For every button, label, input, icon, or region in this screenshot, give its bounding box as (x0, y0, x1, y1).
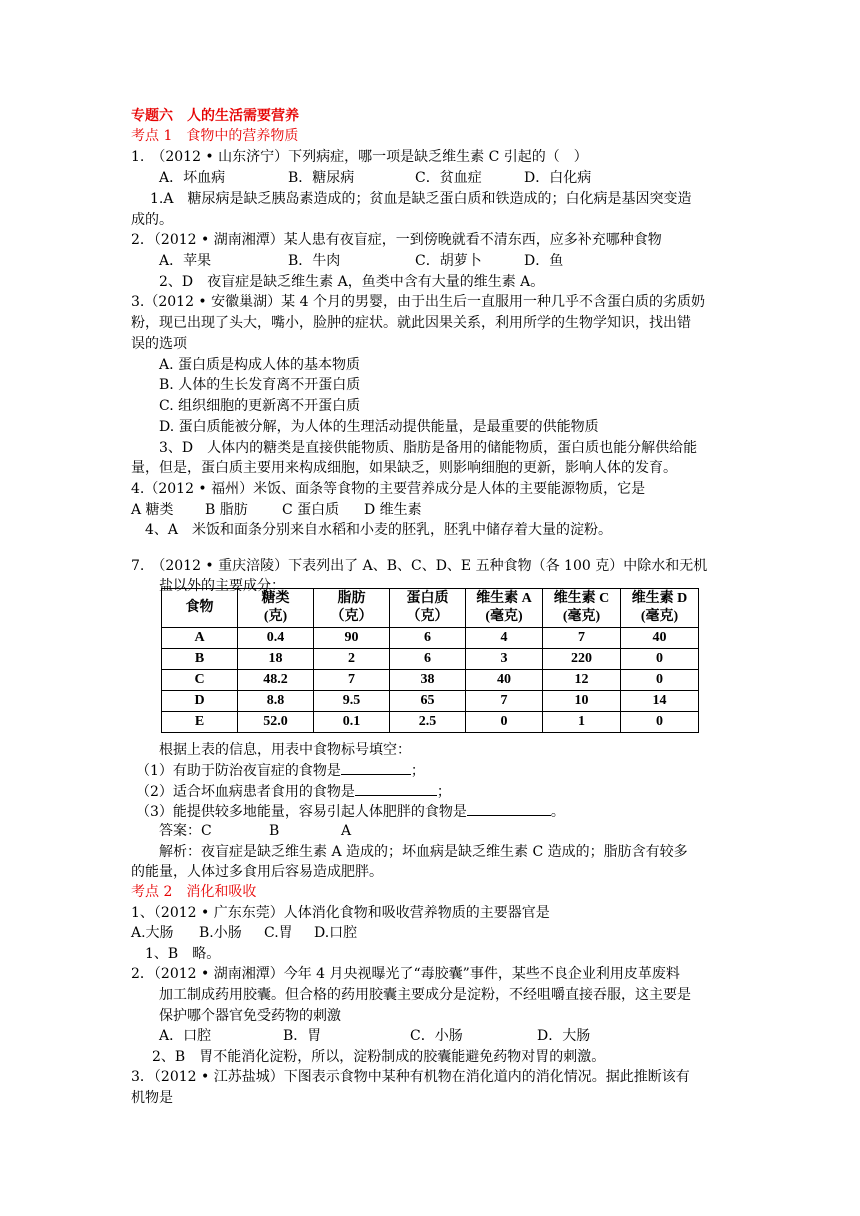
k2q2-stem-line2: 加工制成药用胶囊。但合格的药用胶囊主要成分是淀粉，不经咀嚼直接吞服，这主要是 (159, 987, 691, 1003)
q1-answer-line2: 成的。 (131, 212, 173, 228)
q7-sub2-text: （2）适合坏血病患者食用的食物是 (136, 784, 355, 800)
table-cell: 12 (543, 670, 621, 691)
q7-sub3-period: 。 (550, 804, 565, 820)
q3-option-c: C. 组织细胞的更新离不开蛋白质 (159, 398, 361, 414)
q3-stem-line2: 粉，现已出现了头大，嘴小，脸肿的症状。就此因果关系，利用所学的生物学知识，找出错 (131, 315, 691, 331)
q1-option-a: A．坏血病 (159, 170, 226, 186)
k2q3-stem-line1: 3．（2012 • 江苏盐城）下图表示食物中某种有机物在消化道内的消化情况。据此推断该有 (131, 1069, 690, 1085)
table-cell: C (162, 670, 238, 691)
q1-option-c: C．贫血症 (415, 170, 482, 186)
table-cell: 38 (390, 670, 466, 691)
table-cell: 65 (390, 691, 466, 712)
table-cell: A (162, 628, 238, 649)
table-cell: 6 (390, 628, 466, 649)
header-vitamin-a: 维生素 A (毫克) (466, 589, 543, 628)
table-cell: 3 (466, 649, 543, 670)
table-cell: 4 (466, 628, 543, 649)
table-cell: 90 (314, 628, 390, 649)
q7-sub1 (136, 760, 425, 781)
header-protein: 蛋白质 （克） (390, 589, 466, 628)
table-cell: 0 (621, 712, 699, 733)
q7-intro: 根据上表的信息，用表中食物标号填空： (159, 742, 411, 758)
table-cell: 7 (314, 670, 390, 691)
k2q1-option-a: A.大肠 (131, 925, 174, 941)
q4-option-d: D 维生素 (364, 502, 422, 518)
header-fat: 脂肪 （克） (314, 589, 390, 628)
q4-option-a: A 糖类 (131, 502, 174, 518)
q1-option-b: B．糖尿病 (288, 170, 355, 186)
q1-options (159, 168, 591, 188)
k2q2-options (159, 1026, 590, 1046)
q7-sub3-text: （3）能提供较多地能量，容易引起人体肥胖的食物是 (136, 804, 467, 820)
table-cell: 9.5 (314, 691, 390, 712)
table-cell: 40 (466, 670, 543, 691)
q7-explanation-line2: 的能量，人体过多食用后容易造成肥胖。 (131, 864, 383, 880)
table-cell: 0 (621, 649, 699, 670)
q4-option-b: B 脂肪 (205, 502, 248, 518)
table-cell: 40 (621, 628, 699, 649)
q3-stem-line3: 误的选项 (131, 336, 187, 352)
header-food: 食物 (162, 589, 238, 628)
table-cell: 220 (543, 649, 621, 670)
q3-answer-line1: 3、D 人体内的糖类是直接供能物质、脂肪是备用的储能物质，蛋白质也能分解供给能 (159, 440, 698, 456)
k2q2-option-c: C．小肠 (410, 1028, 463, 1044)
table-cell: 2 (314, 649, 390, 670)
table-cell: 14 (621, 691, 699, 712)
q7-sub3 (136, 801, 565, 822)
q7-sub1-blank (341, 760, 411, 775)
q2-option-d: D．鱼 (524, 253, 564, 269)
table-row (162, 628, 699, 649)
q4-stem: 4.（2012 • 福州）米饭、面条等食物的主要营养成分是人体的主要能源物质，它是 (131, 481, 646, 497)
k2q2-option-b: B．胃 (283, 1028, 322, 1044)
q7-sub1-semicolon: ； (410, 763, 425, 779)
kaodian-2-heading: 考点 2 消化和吸收 (131, 884, 257, 900)
q1-answer-line1: 1.A 糖尿病是缺乏胰岛素造成的；贫血是缺乏蛋白质和铁造成的；白化病是基因突变造 (150, 191, 692, 207)
q1-option-d: D．白化病 (524, 170, 592, 186)
q3-option-a: A. 蛋白质是构成人体的基本物质 (159, 357, 361, 373)
table-cell: 18 (238, 649, 314, 670)
section-title: 专题六 人的生活需要营养 (131, 108, 299, 124)
q2-option-b: B．牛肉 (288, 253, 341, 269)
k2q2-answer: 2、B 胃不能消化淀粉，所以，淀粉制成的胶囊能避免药物对胃的刺激。 (152, 1049, 606, 1065)
q1-stem: 1. （2012 • 山东济宁）下列病症，哪一项是缺乏维生素 C 引起的（ ） (131, 149, 588, 165)
table-cell: 7 (543, 628, 621, 649)
k2q1-option-c: C.胃 (264, 925, 293, 941)
table-cell: 48.2 (238, 670, 314, 691)
q3-option-b: B. 人体的生长发育离不开蛋白质 (159, 377, 361, 393)
k2q3-stem-line2: 机物是 (131, 1090, 173, 1106)
table-cell: 7 (466, 691, 543, 712)
k2q1-stem: 1、（2012 • 广东东莞）人体消化食物和吸收营养物质的主要器官是 (131, 905, 550, 921)
header-vitamin-d: 维生素 D (毫克) (621, 589, 699, 628)
table-cell: E (162, 712, 238, 733)
header-vitamin-c: 维生素 C (毫克) (543, 589, 621, 628)
table-cell: 0.1 (314, 712, 390, 733)
q2-option-c: C．胡萝卜 (415, 253, 482, 269)
q7-explanation-line1: 解析：夜盲症是缺乏维生素 A 造成的；坏血病是缺乏维生素 C 造成的；脂肪含有较多 (159, 844, 688, 860)
table-cell: 52.0 (238, 712, 314, 733)
q7-answer-a: A (341, 823, 352, 839)
k2q1-answer: 1、B 略。 (145, 946, 221, 962)
q4-options (131, 500, 422, 520)
q3-answer-line2: 量，但是，蛋白质主要用来构成细胞，如果缺乏，则影响细胞的更新，影响人体的发育。 (131, 460, 677, 476)
k2q2-stem-line1: 2．（2012 • 湖南湘潭）今年 4 月央视曝光了“毒胶囊”事件，某些不良企业利用皮革废料 (131, 966, 680, 982)
k2q1-options (131, 923, 357, 943)
table-row (162, 670, 699, 691)
q3-option-d: D. 蛋白质能被分解，为人体的生理活动提供能量，是最重要的供能物质 (159, 419, 599, 435)
q7-stem-line1: 7. （2012 • 重庆涪陵）下表列出了 A、B、C、D、E 五种食物（各 100 克）中除水和无机 (131, 558, 708, 574)
header-sugar: 糖类 (克) (238, 589, 314, 628)
table-cell: 6 (390, 649, 466, 670)
k2q1-option-b: B.小肠 (199, 925, 242, 941)
k2q2-stem-line3: 保护哪个器官免受药物的刺激 (159, 1008, 341, 1024)
kaodian-1-heading: 考点 1 食物中的营养物质 (131, 128, 299, 144)
q7-answer-label: 答案：C (159, 823, 212, 839)
q2-options (159, 251, 563, 271)
q2-stem: 2．（2012 • 湖南湘潭）某人患有夜盲症，一到傍晚就看不清东西，应多补充哪种食物 (131, 232, 662, 248)
q7-answer (159, 821, 351, 841)
table-cell: 10 (543, 691, 621, 712)
q7-sub2 (136, 781, 451, 802)
table-cell: D (162, 691, 238, 712)
table-cell: 0 (621, 670, 699, 691)
table-cell: 1 (543, 712, 621, 733)
k2q2-option-d: D．大肠 (537, 1028, 591, 1044)
q7-sub3-blank (467, 801, 551, 816)
table-cell: 0 (466, 712, 543, 733)
k2q1-option-d: D.口腔 (314, 925, 358, 941)
q2-option-a: A．苹果 (159, 253, 212, 269)
table-row (162, 712, 699, 733)
table-cell: 0.4 (238, 628, 314, 649)
table-row (162, 649, 699, 670)
table-header-row (162, 589, 699, 628)
q4-option-c: C 蛋白质 (282, 502, 340, 518)
table-cell: 8.8 (238, 691, 314, 712)
q7-sub2-blank (355, 781, 437, 796)
q7-answer-b: B (269, 823, 280, 839)
table-row (162, 691, 699, 712)
q7-stem-line2: 盐以外的主要成分： (159, 578, 285, 594)
q7-sub2-semicolon: ； (436, 784, 451, 800)
q2-answer: 2、D 夜盲症是缺乏维生素 A，鱼类中含有大量的维生素 A。 (159, 274, 545, 290)
table-cell: B (162, 649, 238, 670)
nutrition-table (161, 588, 699, 733)
k2q2-option-a: A．口腔 (159, 1028, 212, 1044)
q4-answer: 4、A 米饭和面条分别来自水稻和小麦的胚乳，胚乳中储存着大量的淀粉。 (145, 522, 613, 538)
q3-stem-line1: 3.（2012 • 安徽巢湖）某 4 个月的男婴，由于出生后一直服用一种几乎不含蛋白质的劣质奶 (131, 294, 705, 310)
q7-sub1-text: （1）有助于防治夜盲症的食物是 (136, 763, 341, 779)
table-cell: 2.5 (390, 712, 466, 733)
